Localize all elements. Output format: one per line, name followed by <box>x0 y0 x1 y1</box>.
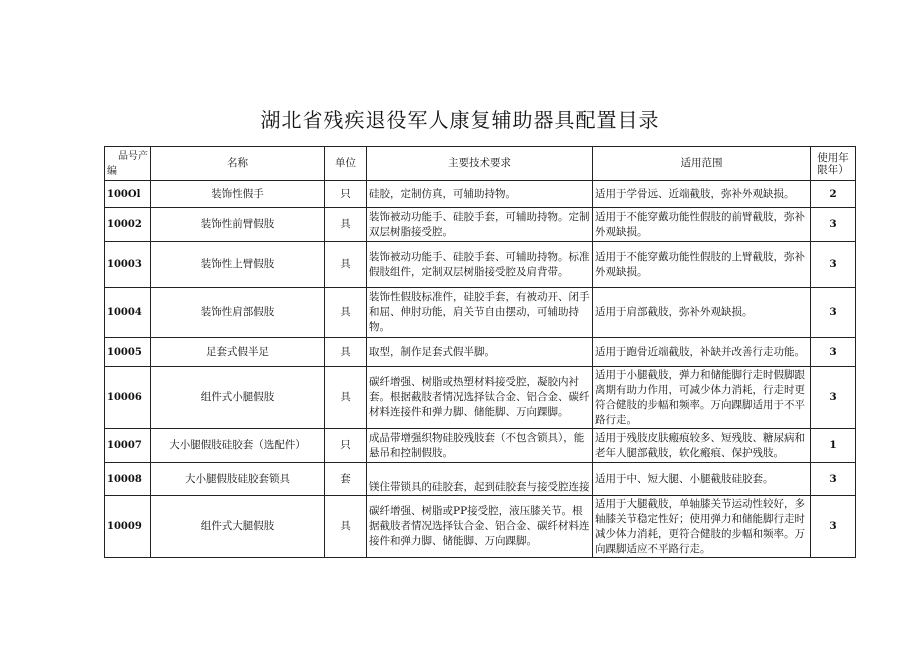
cell-name: 组件式大腿假肢 <box>151 496 325 558</box>
cell-name: 装饰性上臂假肢 <box>151 242 325 288</box>
table-row <box>105 181 856 208</box>
cell-years: 1 <box>811 429 856 463</box>
catalog-table <box>104 146 856 558</box>
cell-scope: 适用于大腿截肢，单轴膝关节运动性较好，多轴膝关节稳定性好；使用弹力和储能脚行走时减少体力消耗，更符合健肢的步幅和频率。万向踝脚适应不平路行走。 <box>593 496 811 558</box>
cell-code: 10007 <box>105 429 151 463</box>
header-spec: 主要技术要求 <box>367 147 593 181</box>
cell-scope: 适用于中、短大腿、小腿截肢硅胶套。 <box>593 463 811 496</box>
cell-spec: 装饰被动功能手、硅胶手套，可辅助持物。定制双层树脂接受腔。 <box>367 208 593 242</box>
cell-code: 10005 <box>105 338 151 367</box>
table-row <box>105 208 856 242</box>
cell-unit: 只 <box>325 181 367 208</box>
cell-years: 3 <box>811 338 856 367</box>
cell-years: 2 <box>811 181 856 208</box>
cell-code: 10003 <box>105 242 151 288</box>
header-code <box>105 147 151 181</box>
cell-spec: 装饰性假肢标准件，硅胶手套，有被动开、闭手和屈、伸肘功能，肩关节自由摆动，可辅助持物。 <box>367 288 593 338</box>
cell-unit: 套 <box>325 463 367 496</box>
cell-scope: 适用于不能穿戴功能性假肢的前臂截肢，弥补外观缺损。 <box>593 208 811 242</box>
cell-code: 10004 <box>105 288 151 338</box>
cell-name: 装饰性前臂假肢 <box>151 208 325 242</box>
cell-spec: 硅胶，定制仿真，可辅助持物。 <box>367 181 593 208</box>
cell-name: 足套式假半足 <box>151 338 325 367</box>
cell-name: 装饰性假手 <box>151 181 325 208</box>
cell-name: 大小腿假肢硅胶套锁具 <box>151 463 325 496</box>
cell-spec: 碳纤增强、树脂或PP接受腔，液压膝关节。根据截肢者情况选择钛合金、铝合金、碳纤材料连接件和弹力脚、储能脚、万向踝脚。 <box>367 496 593 558</box>
cell-years: 3 <box>811 288 856 338</box>
cell-scope: 适用于不能穿戴功能性假肢的上臂截肢，弥补外观缺损。 <box>593 242 811 288</box>
cell-name: 装饰性肩部假肢 <box>151 288 325 338</box>
cell-unit: 具 <box>325 208 367 242</box>
cell-name: 组件式小腿假肢 <box>151 367 325 429</box>
cell-spec: 取型，制作足套式假半脚。 <box>367 338 593 367</box>
cell-scope: 适用于学骨远、近端截肢，弥补外观缺损。 <box>593 181 811 208</box>
header-name: 名称 <box>151 147 325 181</box>
cell-unit: 具 <box>325 288 367 338</box>
cell-code: 10002 <box>105 208 151 242</box>
cell-years: 3 <box>811 242 856 288</box>
cell-scope: 适用于跑骨近端截肢，补缺并改善行走功能。 <box>593 338 811 367</box>
cell-spec: 装饰被动功能手、硅胶手套、可辅助持物。标准假肢组件，定制双层树脂接受腔及肩背带。 <box>367 242 593 288</box>
table-row <box>105 463 856 496</box>
cell-spec: 镁住带锁具的硅胶套，起到硅胶套与接受腔连接 <box>367 463 593 496</box>
cell-spec: 成品带增强织物硅胶残肢套（不包含锁具），能悬吊和控制假肢。 <box>367 429 593 463</box>
table-row <box>105 429 856 463</box>
header-row <box>105 147 856 181</box>
cell-years: 3 <box>811 496 856 558</box>
cell-years: 3 <box>811 463 856 496</box>
cell-unit: 具 <box>325 496 367 558</box>
cell-scope: 适用于小腿截肢，弹力和储能脚行走时假脚跟离期有助力作用，可减少体力消耗，行走时更符合健肢的步幅和频率。万向踝脚适用于不平路行走。 <box>593 367 811 429</box>
header-unit: 单位 <box>325 147 367 181</box>
cell-name: 大小腿假肢硅胶套（选配件） <box>151 429 325 463</box>
cell-scope: 适用于残肢皮肤瘢痕较多、短残肢、糖尿病和老年人腿部截肢，软化瘢痕、保护残肢。 <box>593 429 811 463</box>
cell-unit: 具 <box>325 367 367 429</box>
cell-years: 3 <box>811 367 856 429</box>
header-years: 使用年限年） <box>811 147 856 181</box>
cell-unit: 具 <box>325 242 367 288</box>
table-row <box>105 367 856 429</box>
cell-scope: 适用于肩部截肢，弥补外观缺损。 <box>593 288 811 338</box>
cell-code: 10006 <box>105 367 151 429</box>
cell-code: 10008 <box>105 463 151 496</box>
table-row <box>105 288 856 338</box>
cell-years: 3 <box>811 208 856 242</box>
page-title: 湖北省残疾退役军人康复辅助器具配置目录 <box>260 108 660 132</box>
table-row <box>105 496 856 558</box>
cell-unit: 具 <box>325 338 367 367</box>
table-row <box>105 338 856 367</box>
cell-code: 100Ol <box>105 181 151 208</box>
table-row <box>105 242 856 288</box>
header-code-line2: 编 <box>107 165 117 177</box>
cell-unit: 只 <box>325 429 367 463</box>
cell-code: 10009 <box>105 496 151 558</box>
header-code-line1: 品号产 <box>118 150 148 162</box>
header-scope: 适用范围 <box>593 147 811 181</box>
cell-spec: 碳纤增强、树脂或热塑材料接受腔，凝胶内衬套。根据截肢者情况选择钛合金、铝合金、碳纤材料连接件和弹力脚、储能脚、万向踝脚。 <box>367 367 593 429</box>
